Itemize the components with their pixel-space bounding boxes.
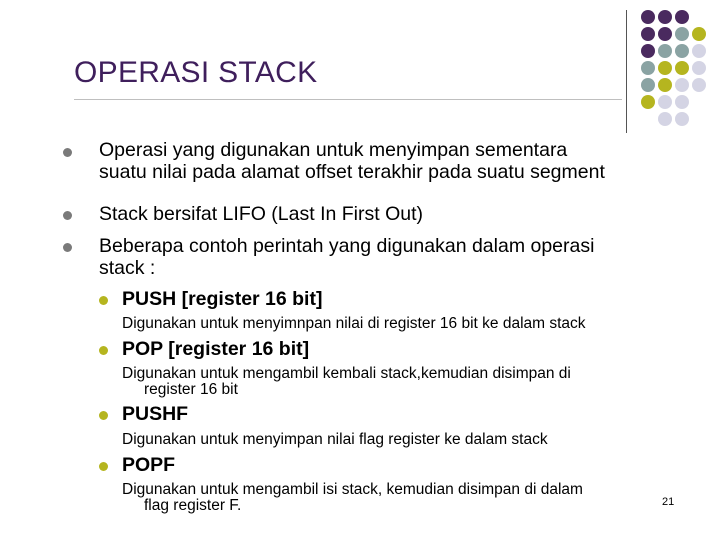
bullet-2-line-1: Stack bersifat LIFO (Last In First Out) — [99, 203, 424, 225]
decorative-dot — [658, 78, 672, 92]
decorative-vertical-line — [626, 10, 627, 133]
decorative-dot — [675, 27, 689, 41]
slide-title: OPERASI STACK — [74, 56, 318, 89]
sub-bullet-dot — [99, 346, 108, 355]
page-number: 21 — [662, 496, 675, 508]
command-pushf-desc-line-1: Digunakan untuk menyimpan nilai flag register ke dalam stack — [122, 431, 548, 448]
title-underline — [74, 99, 622, 100]
decorative-dot — [641, 44, 655, 58]
command-pop-name: POP [register 16 bit] — [122, 338, 310, 360]
command-popf-name: POPF — [122, 454, 176, 476]
sub-bullet-dot — [99, 462, 108, 471]
decorative-dot — [675, 10, 689, 24]
command-pushf-name: PUSHF — [122, 403, 189, 425]
bullet-3-line-2: stack : — [99, 257, 156, 279]
command-pop-desc-line-1: Digunakan untuk mengambil kembali stack,kemudian disimpan di — [122, 365, 571, 382]
bullet-1-line-1: Operasi yang digunakan untuk menyimpan sementara — [99, 139, 568, 161]
decorative-dot — [675, 44, 689, 58]
decorative-dot — [658, 10, 672, 24]
decorative-dot — [692, 61, 706, 75]
decorative-dot — [675, 61, 689, 75]
command-popf-desc-line-2: flag register F. — [144, 497, 242, 514]
decorative-dot — [658, 61, 672, 75]
bullet-dot — [63, 148, 72, 157]
sub-bullet-dot — [99, 411, 108, 420]
decorative-dot — [641, 10, 655, 24]
decorative-dot — [641, 78, 655, 92]
decorative-dot — [658, 44, 672, 58]
decorative-dot — [692, 27, 706, 41]
command-pop-desc-line-2: register 16 bit — [144, 381, 238, 398]
decorative-dot — [692, 44, 706, 58]
command-pop-description — [122, 366, 667, 398]
decorative-dot — [658, 112, 672, 126]
decorative-dot — [692, 78, 706, 92]
decorative-dot — [641, 95, 655, 109]
bullet-dot — [63, 243, 72, 252]
decorative-dot — [658, 27, 672, 41]
command-push-name: PUSH [register 16 bit] — [122, 288, 323, 310]
command-popf-desc-line-1: Digunakan untuk mengambil isi stack, kemudian disimpan di dalam — [122, 481, 583, 498]
decorative-dot — [675, 112, 689, 126]
decorative-dot — [675, 78, 689, 92]
bullet-3-line-1: Beberapa contoh perintah yang digunakan dalam operasi — [99, 235, 595, 257]
decorative-dot — [641, 27, 655, 41]
decorative-dot — [675, 95, 689, 109]
command-pushf-description — [122, 432, 667, 448]
sub-bullet-dot — [99, 296, 108, 305]
decorative-dot — [658, 95, 672, 109]
decorative-dot — [641, 61, 655, 75]
command-popf-description — [122, 482, 667, 514]
bullet-dot — [63, 211, 72, 220]
command-push-desc-line-1: Digunakan untuk menyimnpan nilai di register 16 bit ke dalam stack — [122, 315, 586, 332]
command-push-description — [122, 316, 667, 332]
bullet-1-line-2: suatu nilai pada alamat offset terakhir pada suatu segment — [99, 161, 605, 183]
